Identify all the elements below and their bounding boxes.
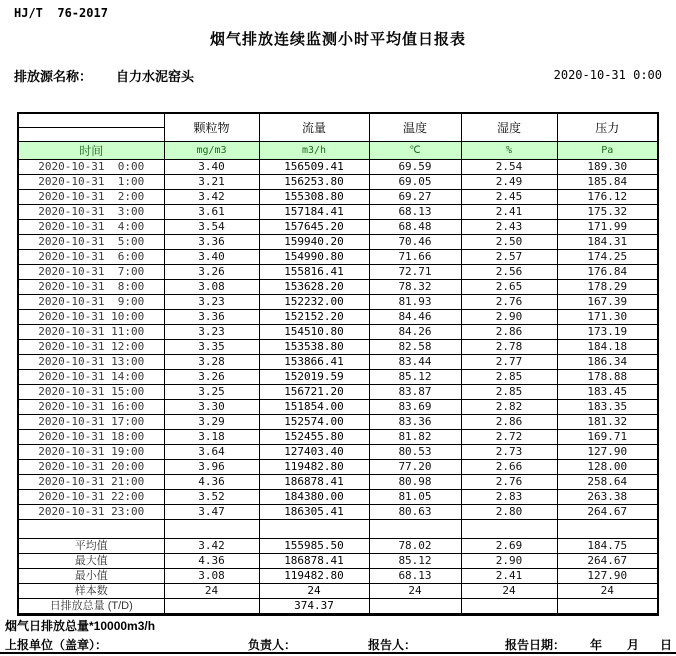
value-cell: 3.23 bbox=[164, 295, 259, 310]
value-cell: 84.46 bbox=[369, 310, 461, 325]
value-cell: 2.80 bbox=[461, 505, 557, 520]
table-body bbox=[18, 160, 658, 615]
row-label-cell: 2020-10-31 10:00 bbox=[18, 310, 164, 325]
table-row bbox=[18, 385, 658, 400]
unit-pm: mg/m3 bbox=[164, 142, 259, 160]
column-header-row bbox=[18, 113, 658, 128]
value-cell: 185.84 bbox=[557, 175, 658, 190]
value-cell: 2.66 bbox=[461, 460, 557, 475]
value-cell: 2.90 bbox=[461, 554, 557, 569]
table-row bbox=[18, 340, 658, 355]
value-cell: 153866.41 bbox=[259, 355, 369, 370]
value-cell: 69.27 bbox=[369, 190, 461, 205]
time-header: 时间 bbox=[18, 142, 164, 160]
value-cell bbox=[259, 520, 369, 539]
value-cell: 2.43 bbox=[461, 220, 557, 235]
table-row bbox=[18, 400, 658, 415]
value-cell: 78.32 bbox=[369, 280, 461, 295]
table-row bbox=[18, 220, 658, 235]
corner-cell-bottom bbox=[18, 128, 164, 142]
summary-row bbox=[18, 554, 658, 569]
value-cell: 183.45 bbox=[557, 385, 658, 400]
responsible-person-label: 负责人： bbox=[248, 638, 297, 652]
row-label-cell: 2020-10-31 13:00 bbox=[18, 355, 164, 370]
value-cell: 186305.41 bbox=[259, 505, 369, 520]
row-label-cell: 2020-10-31 14:00 bbox=[18, 370, 164, 385]
table-row bbox=[18, 250, 658, 265]
unit-temperature: ℃ bbox=[369, 142, 461, 160]
value-cell: 80.98 bbox=[369, 475, 461, 490]
value-cell: 2.50 bbox=[461, 235, 557, 250]
row-label-cell: 2020-10-31 5:00 bbox=[18, 235, 164, 250]
value-cell: 159940.20 bbox=[259, 235, 369, 250]
value-cell: 3.21 bbox=[164, 175, 259, 190]
source-label: 排放源名称： bbox=[14, 69, 93, 84]
table-row bbox=[18, 205, 658, 220]
value-cell: 176.84 bbox=[557, 265, 658, 280]
value-cell: 2.86 bbox=[461, 325, 557, 340]
value-cell: 157184.41 bbox=[259, 205, 369, 220]
row-label-cell: 2020-10-31 0:00 bbox=[18, 160, 164, 175]
value-cell: 184.75 bbox=[557, 539, 658, 554]
reporting-unit-label: 上报单位（盖章）： bbox=[5, 638, 108, 652]
row-label-cell: 2020-10-31 20:00 bbox=[18, 460, 164, 475]
value-cell: 3.40 bbox=[164, 250, 259, 265]
value-cell bbox=[557, 599, 658, 615]
table-row bbox=[18, 415, 658, 430]
table-row bbox=[18, 280, 658, 295]
table-row bbox=[18, 295, 658, 310]
row-label-cell: 2020-10-31 4:00 bbox=[18, 220, 164, 235]
value-cell: 176.12 bbox=[557, 190, 658, 205]
value-cell: 2.90 bbox=[461, 310, 557, 325]
value-cell: 2.57 bbox=[461, 250, 557, 265]
table-row bbox=[18, 235, 658, 250]
value-cell: 24 bbox=[164, 584, 259, 599]
source-name: 自力水泥窑头 bbox=[116, 69, 195, 84]
column-header-temperature: 温度 bbox=[369, 113, 461, 142]
value-cell: 24 bbox=[369, 584, 461, 599]
value-cell: 2.45 bbox=[461, 190, 557, 205]
value-cell: 184.31 bbox=[557, 235, 658, 250]
value-cell: 81.93 bbox=[369, 295, 461, 310]
value-cell: 72.71 bbox=[369, 265, 461, 280]
bottom-rule bbox=[0, 652, 676, 654]
value-cell: 2.85 bbox=[461, 370, 557, 385]
table-row bbox=[18, 310, 658, 325]
value-cell: 81.05 bbox=[369, 490, 461, 505]
value-cell: 69.59 bbox=[369, 160, 461, 175]
value-cell: 83.69 bbox=[369, 400, 461, 415]
value-cell: 2.56 bbox=[461, 265, 557, 280]
value-cell: 3.18 bbox=[164, 430, 259, 445]
value-cell: 82.58 bbox=[369, 340, 461, 355]
value-cell: 70.46 bbox=[369, 235, 461, 250]
value-cell: 186878.41 bbox=[259, 475, 369, 490]
value-cell: 3.08 bbox=[164, 569, 259, 584]
unit-pressure: Pa bbox=[557, 142, 658, 160]
value-cell: 83.44 bbox=[369, 355, 461, 370]
value-cell: 152574.00 bbox=[259, 415, 369, 430]
table-row bbox=[18, 475, 658, 490]
value-cell: 169.71 bbox=[557, 430, 658, 445]
value-cell: 83.87 bbox=[369, 385, 461, 400]
monitoring-table bbox=[17, 112, 659, 616]
value-cell: 186.34 bbox=[557, 355, 658, 370]
value-cell: 3.52 bbox=[164, 490, 259, 505]
value-cell: 152455.80 bbox=[259, 430, 369, 445]
table-row bbox=[18, 190, 658, 205]
value-cell bbox=[369, 520, 461, 539]
value-cell: 127.90 bbox=[557, 569, 658, 584]
value-cell: 2.54 bbox=[461, 160, 557, 175]
value-cell: 184380.00 bbox=[259, 490, 369, 505]
value-cell: 119482.80 bbox=[259, 569, 369, 584]
value-cell: 68.13 bbox=[369, 205, 461, 220]
value-cell: 181.32 bbox=[557, 415, 658, 430]
value-cell: 156509.41 bbox=[259, 160, 369, 175]
value-cell: 3.42 bbox=[164, 539, 259, 554]
row-label-cell: 2020-10-31 17:00 bbox=[18, 415, 164, 430]
value-cell: 81.82 bbox=[369, 430, 461, 445]
value-cell: 24 bbox=[259, 584, 369, 599]
row-label-cell: 2020-10-31 3:00 bbox=[18, 205, 164, 220]
year-label: 年 bbox=[590, 638, 603, 652]
source-line bbox=[14, 66, 194, 85]
value-cell: 3.25 bbox=[164, 385, 259, 400]
value-cell: 4.36 bbox=[164, 554, 259, 569]
row-label-cell: 样本数 bbox=[18, 584, 164, 599]
table-row bbox=[18, 370, 658, 385]
value-cell: 128.00 bbox=[557, 460, 658, 475]
table-row bbox=[18, 175, 658, 190]
value-cell: 264.67 bbox=[557, 505, 658, 520]
table-row bbox=[18, 355, 658, 370]
row-label-cell: 2020-10-31 18:00 bbox=[18, 430, 164, 445]
value-cell: 184.18 bbox=[557, 340, 658, 355]
value-cell: 2.85 bbox=[461, 385, 557, 400]
value-cell: 83.36 bbox=[369, 415, 461, 430]
value-cell bbox=[461, 599, 557, 615]
value-cell: 119482.80 bbox=[259, 460, 369, 475]
value-cell: 77.20 bbox=[369, 460, 461, 475]
value-cell bbox=[164, 599, 259, 615]
value-cell: 3.23 bbox=[164, 325, 259, 340]
value-cell: 2.65 bbox=[461, 280, 557, 295]
month-label: 月 bbox=[627, 638, 640, 652]
report-date-label: 报告日期： bbox=[505, 638, 566, 652]
table-row bbox=[18, 265, 658, 280]
summary-row bbox=[18, 539, 658, 554]
value-cell: 155308.80 bbox=[259, 190, 369, 205]
value-cell: 263.38 bbox=[557, 490, 658, 505]
value-cell: 2.77 bbox=[461, 355, 557, 370]
row-label-cell bbox=[18, 520, 164, 539]
value-cell: 3.40 bbox=[164, 160, 259, 175]
value-cell: 68.48 bbox=[369, 220, 461, 235]
row-label-cell: 2020-10-31 12:00 bbox=[18, 340, 164, 355]
value-cell: 24 bbox=[557, 584, 658, 599]
report-datetime: 2020-10-31 0:00 bbox=[553, 68, 662, 82]
table-row bbox=[18, 325, 658, 340]
day-label: 日 bbox=[660, 638, 673, 652]
value-cell: 264.67 bbox=[557, 554, 658, 569]
row-label-cell: 2020-10-31 15:00 bbox=[18, 385, 164, 400]
value-cell: 152152.20 bbox=[259, 310, 369, 325]
value-cell: 174.25 bbox=[557, 250, 658, 265]
value-cell: 171.99 bbox=[557, 220, 658, 235]
column-header-humidity: 湿度 bbox=[461, 113, 557, 142]
table-row bbox=[18, 505, 658, 520]
value-cell: 2.41 bbox=[461, 569, 557, 584]
value-cell: 258.64 bbox=[557, 475, 658, 490]
value-cell: 2.72 bbox=[461, 430, 557, 445]
value-cell: 2.83 bbox=[461, 490, 557, 505]
standard-code: HJ/T 76-2017 bbox=[14, 6, 108, 20]
value-cell: 2.76 bbox=[461, 295, 557, 310]
value-cell: 175.32 bbox=[557, 205, 658, 220]
reporter-label: 报告人： bbox=[368, 638, 417, 652]
row-label-cell: 最小值 bbox=[18, 569, 164, 584]
value-cell: 155985.50 bbox=[259, 539, 369, 554]
value-cell: 167.39 bbox=[557, 295, 658, 310]
value-cell bbox=[164, 520, 259, 539]
value-cell: 2.41 bbox=[461, 205, 557, 220]
row-label-cell: 日排放总量 (T/D) bbox=[18, 599, 164, 615]
value-cell: 3.54 bbox=[164, 220, 259, 235]
signature-line bbox=[0, 636, 676, 652]
value-cell: 127.90 bbox=[557, 445, 658, 460]
value-cell: 3.61 bbox=[164, 205, 259, 220]
value-cell: 69.05 bbox=[369, 175, 461, 190]
row-label-cell: 2020-10-31 23:00 bbox=[18, 505, 164, 520]
summary-row bbox=[18, 584, 658, 599]
value-cell: 3.30 bbox=[164, 400, 259, 415]
summary-row bbox=[18, 599, 658, 615]
value-cell bbox=[557, 520, 658, 539]
row-label-cell: 2020-10-31 16:00 bbox=[18, 400, 164, 415]
value-cell: 153628.20 bbox=[259, 280, 369, 295]
value-cell: 2.82 bbox=[461, 400, 557, 415]
corner-cell-top bbox=[18, 113, 164, 128]
value-cell: 3.28 bbox=[164, 355, 259, 370]
value-cell: 153538.80 bbox=[259, 340, 369, 355]
value-cell: 154990.80 bbox=[259, 250, 369, 265]
row-label-cell: 2020-10-31 9:00 bbox=[18, 295, 164, 310]
value-cell: 2.49 bbox=[461, 175, 557, 190]
value-cell: 78.02 bbox=[369, 539, 461, 554]
value-cell: 154510.80 bbox=[259, 325, 369, 340]
value-cell: 3.96 bbox=[164, 460, 259, 475]
total-emission-note: 烟气日排放总量*10000m3/h bbox=[5, 619, 156, 633]
value-cell: 84.26 bbox=[369, 325, 461, 340]
value-cell: 171.30 bbox=[557, 310, 658, 325]
value-cell: 3.26 bbox=[164, 370, 259, 385]
value-cell: 178.29 bbox=[557, 280, 658, 295]
value-cell: 80.63 bbox=[369, 505, 461, 520]
value-cell: 4.36 bbox=[164, 475, 259, 490]
page-title: 烟气排放连续监测小时平均值日报表 bbox=[209, 31, 466, 48]
value-cell: 127403.40 bbox=[259, 445, 369, 460]
value-cell: 3.47 bbox=[164, 505, 259, 520]
value-cell: 2.73 bbox=[461, 445, 557, 460]
value-cell: 151854.00 bbox=[259, 400, 369, 415]
value-cell: 189.30 bbox=[557, 160, 658, 175]
row-label-cell: 2020-10-31 22:00 bbox=[18, 490, 164, 505]
value-cell: 157645.20 bbox=[259, 220, 369, 235]
value-cell: 2.76 bbox=[461, 475, 557, 490]
value-cell: 155816.41 bbox=[259, 265, 369, 280]
value-cell: 3.36 bbox=[164, 310, 259, 325]
value-cell: 85.12 bbox=[369, 370, 461, 385]
value-cell: 3.26 bbox=[164, 265, 259, 280]
spacer-row bbox=[18, 520, 658, 539]
value-cell: 24 bbox=[461, 584, 557, 599]
row-label-cell: 2020-10-31 8:00 bbox=[18, 280, 164, 295]
value-cell: 152019.59 bbox=[259, 370, 369, 385]
value-cell bbox=[369, 599, 461, 615]
value-cell: 3.35 bbox=[164, 340, 259, 355]
value-cell: 374.37 bbox=[259, 599, 369, 615]
value-cell bbox=[461, 520, 557, 539]
row-label-cell: 2020-10-31 2:00 bbox=[18, 190, 164, 205]
unit-humidity: % bbox=[461, 142, 557, 160]
value-cell: 156253.80 bbox=[259, 175, 369, 190]
column-header-flow: 流量 bbox=[259, 113, 369, 142]
table-row bbox=[18, 460, 658, 475]
value-cell: 3.29 bbox=[164, 415, 259, 430]
column-header-pm: 颗粒物 bbox=[164, 113, 259, 142]
unit-row bbox=[18, 142, 658, 160]
value-cell: 2.86 bbox=[461, 415, 557, 430]
value-cell: 156721.20 bbox=[259, 385, 369, 400]
value-cell: 152232.00 bbox=[259, 295, 369, 310]
summary-row bbox=[18, 569, 658, 584]
column-header-pressure: 压力 bbox=[557, 113, 658, 142]
row-label-cell: 2020-10-31 7:00 bbox=[18, 265, 164, 280]
row-label-cell: 平均值 bbox=[18, 539, 164, 554]
value-cell: 3.64 bbox=[164, 445, 259, 460]
table-row bbox=[18, 490, 658, 505]
value-cell: 85.12 bbox=[369, 554, 461, 569]
value-cell: 2.69 bbox=[461, 539, 557, 554]
value-cell: 80.53 bbox=[369, 445, 461, 460]
value-cell: 3.36 bbox=[164, 235, 259, 250]
unit-flow: m3/h bbox=[259, 142, 369, 160]
value-cell: 2.78 bbox=[461, 340, 557, 355]
value-cell: 183.35 bbox=[557, 400, 658, 415]
value-cell: 3.42 bbox=[164, 190, 259, 205]
table-row bbox=[18, 430, 658, 445]
value-cell: 186878.41 bbox=[259, 554, 369, 569]
row-label-cell: 2020-10-31 6:00 bbox=[18, 250, 164, 265]
row-label-cell: 2020-10-31 11:00 bbox=[18, 325, 164, 340]
value-cell: 71.66 bbox=[369, 250, 461, 265]
value-cell: 68.13 bbox=[369, 569, 461, 584]
value-cell: 178.88 bbox=[557, 370, 658, 385]
row-label-cell: 2020-10-31 21:00 bbox=[18, 475, 164, 490]
row-label-cell: 2020-10-31 1:00 bbox=[18, 175, 164, 190]
value-cell: 173.19 bbox=[557, 325, 658, 340]
value-cell: 3.08 bbox=[164, 280, 259, 295]
row-label-cell: 2020-10-31 19:00 bbox=[18, 445, 164, 460]
row-label-cell: 最大值 bbox=[18, 554, 164, 569]
table-row bbox=[18, 445, 658, 460]
table-row bbox=[18, 160, 658, 175]
